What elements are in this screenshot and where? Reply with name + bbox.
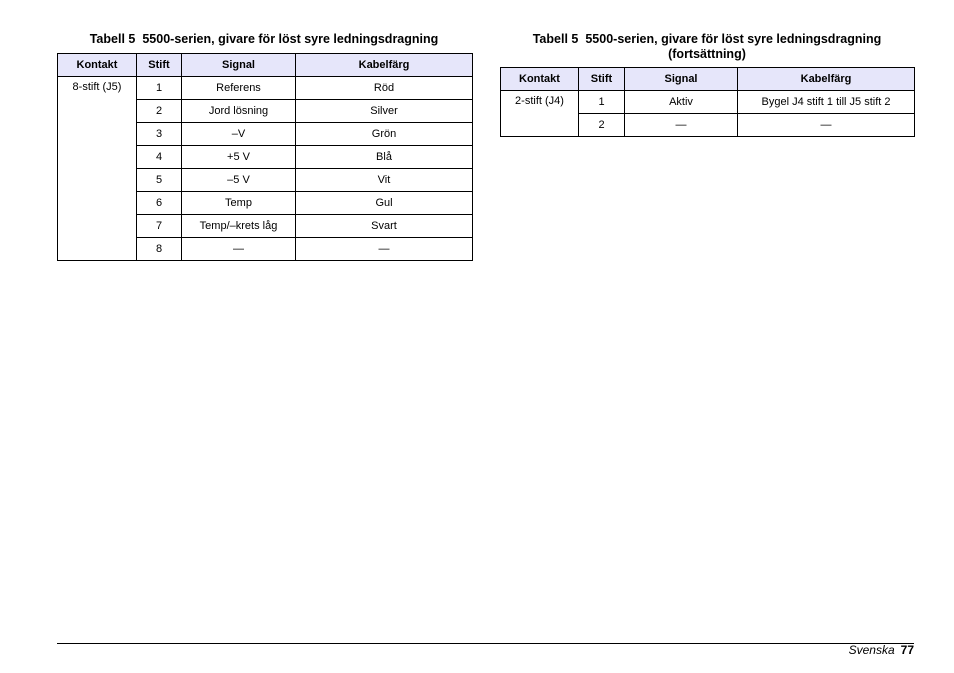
color-cell: Blå [296, 146, 473, 169]
signal-cell: Referens [182, 77, 296, 100]
table-caption-right [500, 32, 914, 62]
footer-language: Svenska [848, 643, 895, 657]
header-signal: Signal [625, 68, 738, 91]
color-cell: Bygel J4 stift 1 till J5 stift 2 [738, 91, 915, 114]
color-cell: — [296, 238, 473, 261]
caption-title: 5500-serien, givare för löst syre ledningsdragning [142, 32, 439, 46]
pin-cell: 2 [137, 100, 182, 123]
table-caption-left [57, 32, 471, 47]
header-kabelfarg: Kabelfärg [296, 54, 473, 77]
color-cell: Gul [296, 192, 473, 215]
signal-cell: –5 V [182, 169, 296, 192]
table-row [501, 91, 915, 114]
page-number: 77 [900, 643, 914, 657]
table-row [58, 77, 473, 100]
color-cell: Grön [296, 123, 473, 146]
caption-number: Tabell 5 [89, 32, 136, 46]
signal-cell: Jord lösning [182, 100, 296, 123]
footer-divider [57, 643, 914, 644]
pin-cell: 1 [137, 77, 182, 100]
header-kontakt: Kontakt [58, 54, 137, 77]
header-signal: Signal [182, 54, 296, 77]
pin-cell: 6 [137, 192, 182, 215]
caption-number: Tabell 5 [532, 32, 579, 46]
connector-cell: 2-stift (J4) [501, 91, 579, 137]
color-cell: Svart [296, 215, 473, 238]
header-kabelfarg: Kabelfärg [738, 68, 915, 91]
pin-cell: 8 [137, 238, 182, 261]
caption-continued: (fortsättning) [668, 47, 746, 61]
pin-cell: 7 [137, 215, 182, 238]
header-stift: Stift [579, 68, 625, 91]
table-header-row [58, 54, 473, 77]
pin-cell: 1 [579, 91, 625, 114]
color-cell: Röd [296, 77, 473, 100]
color-cell: Vit [296, 169, 473, 192]
signal-cell: Temp/–krets låg [182, 215, 296, 238]
header-stift: Stift [137, 54, 182, 77]
pin-cell: 5 [137, 169, 182, 192]
signal-cell: +5 V [182, 146, 296, 169]
signal-cell: –V [182, 123, 296, 146]
header-kontakt: Kontakt [501, 68, 579, 91]
signal-cell: Aktiv [625, 91, 738, 114]
color-cell: Silver [296, 100, 473, 123]
connector-cell: 8-stift (J5) [58, 77, 137, 261]
page-footer [849, 643, 914, 657]
wiring-table-8-pin [57, 53, 473, 261]
pin-cell: 2 [579, 114, 625, 137]
pin-cell: 4 [137, 146, 182, 169]
table-header-row [501, 68, 915, 91]
signal-cell: — [625, 114, 738, 137]
signal-cell: Temp [182, 192, 296, 215]
caption-title: 5500-serien, givare för löst syre ledningsdragning [585, 32, 882, 46]
pin-cell: 3 [137, 123, 182, 146]
wiring-table-2-pin [500, 67, 915, 137]
color-cell: — [738, 114, 915, 137]
signal-cell: — [182, 238, 296, 261]
